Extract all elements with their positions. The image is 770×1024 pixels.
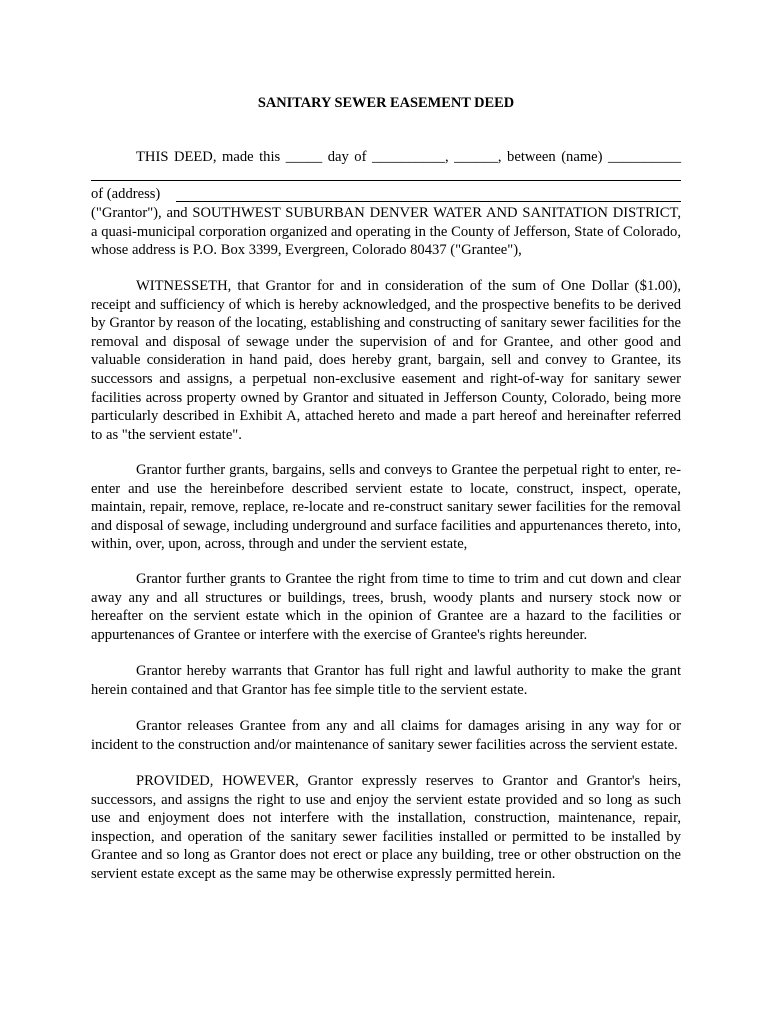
paragraph-text: PROVIDED, HOWEVER, Grantor expressly reserves to Grantor and Grantor's heirs, successors, and assigns the right to use and enjoy the servient estate provided and so long as such use and enjoyment does not interfere with the installation, construction, maintenance, repair, inspection, and operation of the sanitary sewer facilities installed or permitted to be installed by Grantee and so long as Grantor does not erect or place any building, tree or other obstruction on the servient estate except as the same may be otherwise expressly permitted herein. [91,773,681,882]
release-paragraph [91,717,681,754]
address-label: of (address) [91,186,161,202]
address-rule [176,201,681,202]
opening-line: THIS DEED, made this _____ day of __________, ______, between (name) __________ [136,149,681,165]
document-title: SANITARY SEWER EASEMENT DEED [257,95,515,111]
clearing-rights-paragraph [91,570,681,644]
witnesseth-paragraph [91,277,681,444]
paragraph-text: WITNESSETH, that Grantor for and in consideration of the sum of One Dollar ($1.00), receipt and sufficiency of which is hereby acknowledged, and the prospective benefits to be derived by Grantor by reason of the locating, establishing and constructing of sanitary sewer facilities for the removal and disposal of sewage under the supervision of and for Grantee, and other good and valuable consideration in hand paid, does hereby grant, bargain, sell and convey to Grantee, its successors and assigns, a perpetual non-exclusive easement and right-of-way for sanitary sewer facilities across property owned by Grantor and situated in Jefferson County, Colorado, being more particularly described in Exhibit A, attached hereto and made a part hereof and hereinafter referred to as "the servient estate". [91,278,681,443]
name-continuation-rule [91,180,681,181]
warranty-paragraph [91,662,681,699]
paragraph-text: Grantor hereby warrants that Grantor has full right and lawful authority to make the grant herein contained and that Grantor has fee simple title to the servient estate. [91,663,681,698]
proviso-paragraph [91,772,681,884]
paragraph-text: Grantor further grants, bargains, sells and conveys to Grantee the perpetual right to enter, re-enter and use the hereinbefore described servient estate to locate, construct, inspect, operate, maintain, repair, remove, replace, re-locate and re-construct sanitary sewer facilities for the removal and disposal of sewage, including underground and surface facilities and appurtenances thereto, into, within, over, upon, across, through and under the servient estate, [91,462,681,553]
paragraph-text: Grantor further grants to Grantee the right from time to time to trim and cut down and clear away any and all structures or buildings, trees, brush, woody plants and nursery stock now or hereafter on the servient estate which in the opinion of Grantee are a hazard to the facilities or appurtenances of Grantee or interfere with the exercise of Grantee's rights hereunder. [91,571,681,643]
paragraph-text: Grantor releases Grantee from any and all claims for damages arising in any way for or incident to the construction and/or maintenance of sanitary sewer facilities across the servient estate. [91,718,681,753]
grantor-line: ("Grantor"), and SOUTHWEST SUBURBAN DENVER WATER AND SANITATION DISTRICT, [91,205,681,221]
grantee-address-line: whose address is P.O. Box 3399, Evergreen, Colorado 80437 ("Grantee"), [91,242,522,259]
further-grants-paragraph [91,461,681,554]
corporation-line: a quasi-municipal corporation organized and operating in the County of Jefferson, State of Colorado, [91,223,681,240]
